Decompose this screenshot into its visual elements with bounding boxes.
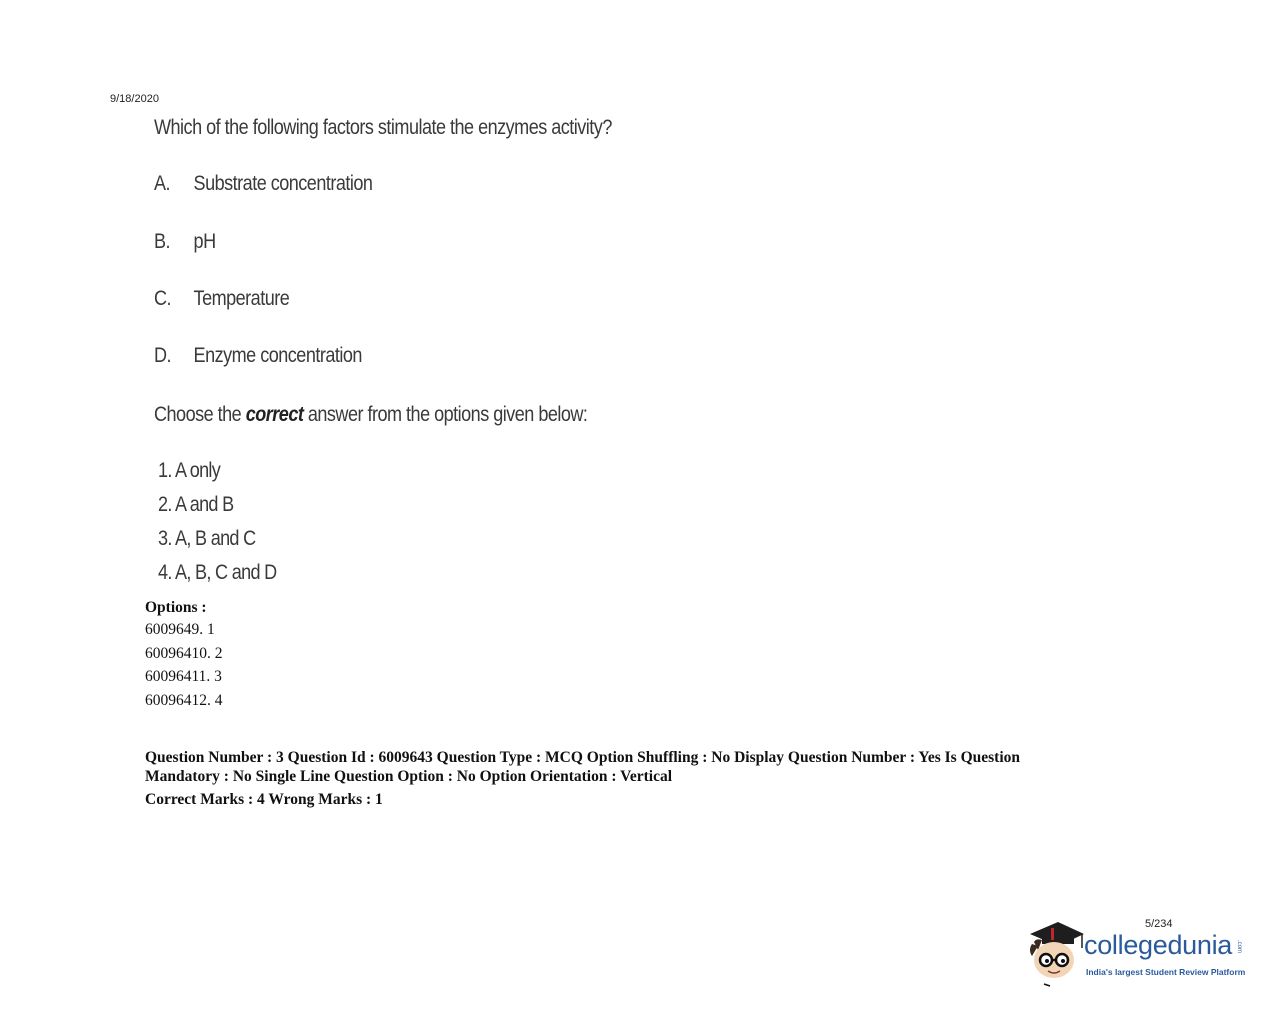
choice-b xyxy=(154,230,216,254)
answer-option: 1. A only xyxy=(158,459,221,482)
answer-option: 3. A, B and C xyxy=(158,527,256,550)
answer-option: 2. A and B xyxy=(158,493,234,516)
collegedunia-logo xyxy=(1024,916,1254,988)
choice-d xyxy=(154,344,362,368)
choice-letter: A. xyxy=(154,172,171,195)
option-id-line: 6009649. 1 xyxy=(145,621,215,638)
option-id-line: 60096412. 4 xyxy=(145,692,223,710)
metadata-line-1: Question Number : 3 Question Id : 6009643 Question Type : MCQ Option Shuffling : No Display Question Number : Yes Is Question xyxy=(145,749,1020,766)
options-title: Options : xyxy=(145,599,207,616)
choice-a xyxy=(154,172,372,196)
choice-text: Substrate concentration xyxy=(193,172,373,195)
logo-tagline: India's largest Student Review Platform xyxy=(1086,967,1246,977)
choice-letter: D. xyxy=(154,344,172,367)
answer-option: 4. A, B, C and D xyxy=(158,561,277,584)
choice-letter: C. xyxy=(154,287,172,310)
options-list xyxy=(145,599,223,716)
page-number: 5/234 xyxy=(1145,918,1173,930)
marks-info: Correct Marks : 4 Wrong Marks : 1 xyxy=(145,791,383,808)
option-id-line: 60096410. 2 xyxy=(145,644,223,662)
choice-text: Enzyme concentration xyxy=(193,344,362,367)
choice-letter: B. xyxy=(154,230,171,253)
logo-domain: .com xyxy=(1236,940,1242,954)
mascot-icon xyxy=(1024,916,1086,988)
choose-emphasis: correct xyxy=(245,403,304,426)
choose-suffix: answer from the options given below: xyxy=(303,403,588,426)
option-id-line: 60096411. 3 xyxy=(145,668,222,686)
choice-text: pH xyxy=(193,230,216,253)
question-metadata xyxy=(145,748,1145,786)
choose-instruction xyxy=(154,403,587,427)
metadata-line-2: Mandatory : No Single Line Question Option : No Option Orientation : Vertical xyxy=(145,768,673,785)
choice-text: Temperature xyxy=(193,287,290,310)
logo-wordmark: collegedunia xyxy=(1084,930,1233,960)
choose-prefix: Choose the xyxy=(154,403,246,426)
question-text: Which of the following factors stimulate the enzymes activity? xyxy=(154,116,612,139)
choice-c xyxy=(154,287,289,311)
question-image xyxy=(152,116,852,596)
print-date: 9/18/2020 xyxy=(110,93,159,105)
